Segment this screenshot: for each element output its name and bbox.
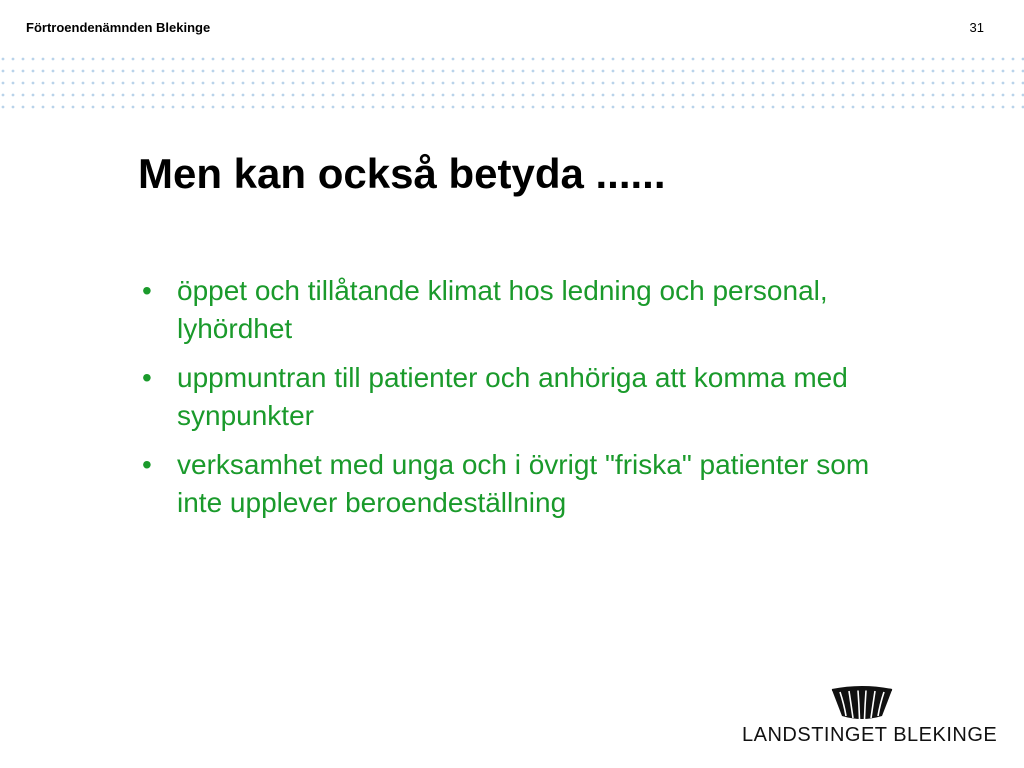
page-number: 31: [969, 20, 984, 35]
logo-text: LANDSTINGET BLEKINGE: [742, 724, 998, 746]
slide-title: Men kan också betyda ......: [138, 150, 666, 197]
bullet-item: [140, 272, 900, 348]
landstinget-blekinge-logo: [742, 686, 998, 750]
landstinget-ship-icon: [830, 686, 894, 720]
bullet-item: [140, 359, 900, 435]
bullet-text: uppmuntran till patienter och anhöriga att komma med synpunkter: [177, 362, 848, 431]
bullet-marker: •: [142, 362, 152, 393]
bullet-marker: •: [142, 449, 152, 480]
header-title: Förtroendenämnden Blekinge: [26, 20, 211, 35]
dot-pattern-band: [0, 44, 1024, 124]
bullet-list: [140, 272, 900, 533]
bullet-text: verksamhet med unga och i övrigt "friska" patienter som inte upplever beroendeställning: [177, 449, 870, 518]
bullet-item: [140, 446, 900, 522]
bullet-text: öppet och tillåtande klimat hos ledning och personal, lyhördhet: [177, 275, 828, 344]
bullet-marker: •: [142, 275, 152, 306]
